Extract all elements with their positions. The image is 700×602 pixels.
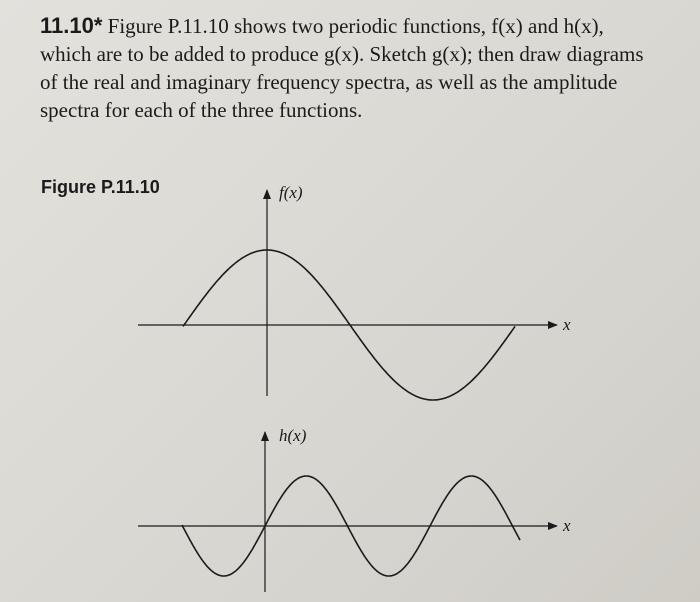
h-x-axis-label: x: [563, 516, 571, 535]
problem-line-3: of the real and imaginary frequency spectra, as well as the amplitude: [40, 70, 618, 94]
figure-caption: Figure P.11.10: [41, 177, 160, 197]
problem-number: 11.10*: [40, 13, 103, 38]
f-axis-label: f(x): [279, 183, 303, 202]
problem-line-1-text: Figure P.11.10 shows two periodic functions, f(x) and h(x),: [107, 14, 604, 38]
plot-f: [138, 190, 557, 400]
plot-h: [138, 432, 557, 592]
f-x-axis-label: x: [563, 315, 571, 334]
problem-line-4: spectra for each of the three functions.: [40, 98, 363, 122]
h-axis-label: h(x): [279, 426, 307, 445]
problem-line-2: which are to be added to produce g(x). Sketch g(x); then draw diagrams: [40, 42, 644, 66]
